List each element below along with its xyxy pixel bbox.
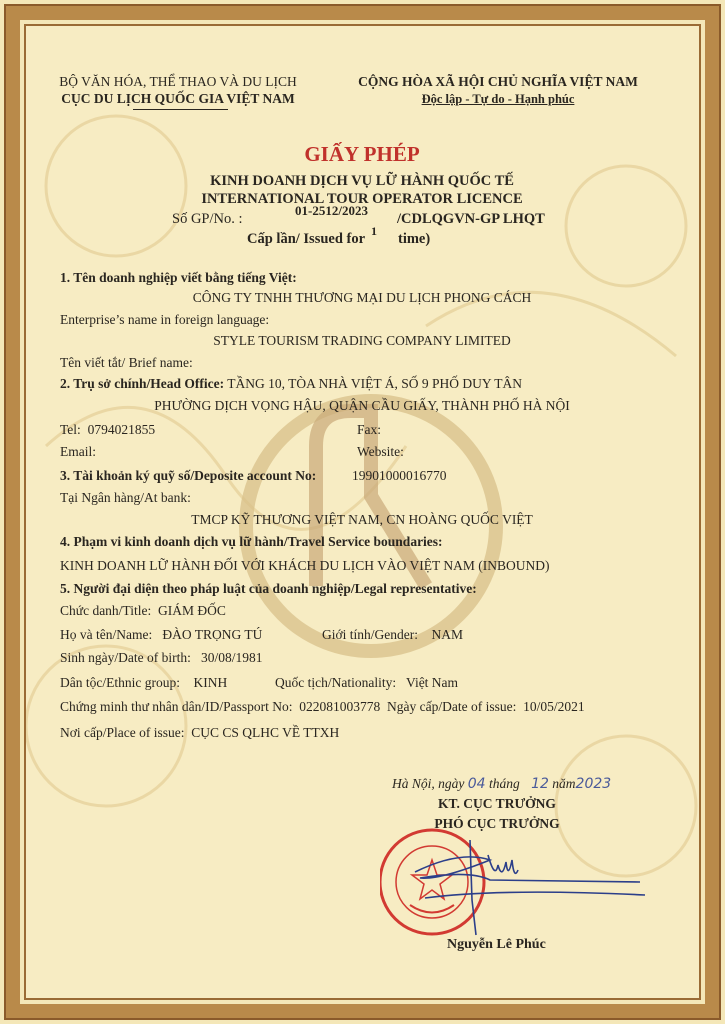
rep-gender: Giới tính/Gender: NAM xyxy=(322,627,464,642)
licence-no-label: Số GP/No. : xyxy=(172,211,243,227)
issued-suffix: time) xyxy=(398,231,431,247)
signer-name: Nguyễn Lê Phúc xyxy=(447,937,546,952)
signer-role-1: KT. CỤC TRƯỞNG xyxy=(438,796,556,811)
licence-no-value: 01-2512/2023 xyxy=(295,203,368,218)
rep-ethnic: Dân tộc/Ethnic group: KINH xyxy=(60,675,228,690)
head-office: 2. Trụ sở chính/Head Office: TẦNG 10, TÒA NHÀ VIỆT Á, SỐ 9 PHỐ DUY TÂN xyxy=(60,376,523,391)
agency-name: CỤC DU LỊCH QUỐC GIA VIỆT NAM xyxy=(61,91,295,106)
licence-no-suffix: /CDLQGVN-GP LHQT xyxy=(397,211,545,227)
foreign-name-label: Enterprise’s name in foreign language: xyxy=(60,312,270,327)
issue-date: Hà Nội, ngày 04 tháng 12 năm2023 xyxy=(392,776,612,792)
signature-icon xyxy=(415,840,645,935)
stamp-icon xyxy=(380,830,484,934)
document-title: GIẤY PHÉP xyxy=(304,142,420,166)
email-label: Email: xyxy=(60,444,96,459)
signer-role-2: PHÓ CỤC TRƯỞNG xyxy=(434,816,560,831)
rep-id: Chứng minh thư nhân dân/ID/Passport No: 022081003778 Ngày cấp/Date of issue: 10/05/2021 xyxy=(60,699,585,714)
title-line-vn: KINH DOANH DỊCH VỤ LỮ HÀNH QUỐC TẾ xyxy=(210,173,514,189)
rep-dob: Sinh ngày/Date of birth: 30/08/1981 xyxy=(60,650,263,665)
title-line-en: INTERNATIONAL TOUR OPERATOR LICENCE xyxy=(201,191,523,207)
country-name: CỘNG HÒA XÃ HỘI CHỦ NGHĨA VIỆT NAM xyxy=(358,74,638,89)
official-stamp-and-signature xyxy=(380,820,680,950)
head-office-address-2: PHƯỜNG DỊCH VỌNG HẬU, QUẬN CẦU GIẤY, THÀNH PHỐ HÀ NỘI xyxy=(154,398,570,413)
rep-place-of-issue: Nơi cấp/Place of issue: CỤC CS QLHC VỀ TTXH xyxy=(60,725,340,740)
section-3-heading: 3. Tài khoản ký quỹ số/Deposite account No: xyxy=(60,468,317,483)
bank-name: TMCP KỸ THƯƠNG VIỆT NAM, CN HOÀNG QUỐC VIỆT xyxy=(191,512,533,527)
motto: Độc lập - Tự do - Hạnh phúc xyxy=(421,92,575,106)
ministry-name: BỘ VĂN HÓA, THỂ THAO VÀ DU LỊCH xyxy=(59,74,297,89)
tel: Tel: 0794021855 xyxy=(60,422,156,437)
company-name-en: STYLE TOURISM TRADING COMPANY LIMITED xyxy=(213,333,511,348)
company-name-vn: CÔNG TY TNHH THƯƠNG MẠI DU LỊCH PHONG CÁCH xyxy=(192,290,532,305)
website-label: Website: xyxy=(357,444,404,459)
section-1-heading: 1. Tên doanh nghiệp viết bằng tiếng Việt: xyxy=(60,270,297,285)
section-5-heading: 5. Người đại diện theo pháp luật của doanh nghiệp/Legal representative: xyxy=(60,581,477,596)
brief-name-label: Tên viết tắt/ Brief name: xyxy=(60,355,193,370)
issued-label: Cấp lần/ Issued for xyxy=(247,231,366,247)
rep-title: Chức danh/Title: GIÁM ĐỐC xyxy=(60,603,226,618)
underline xyxy=(133,109,228,110)
bank-label: Tại Ngân hàng/At bank: xyxy=(60,490,191,505)
section-4-heading: 4. Phạm vi kinh doanh dịch vụ lữ hành/Travel Service boundaries: xyxy=(60,534,443,549)
rep-nationality: Quốc tịch/Nationality: Việt Nam xyxy=(275,675,459,690)
deposit-account: 19901000016770 xyxy=(352,468,447,483)
service-scope: KINH DOANH LỮ HÀNH ĐỐI VỚI KHÁCH DU LỊCH VÀO VIỆT NAM (INBOUND) xyxy=(60,558,550,573)
rep-name: Họ và tên/Name: ĐÀO TRỌNG TÚ xyxy=(60,627,263,642)
fax-label: Fax: xyxy=(357,422,382,437)
issued-count: 1 xyxy=(371,224,377,238)
